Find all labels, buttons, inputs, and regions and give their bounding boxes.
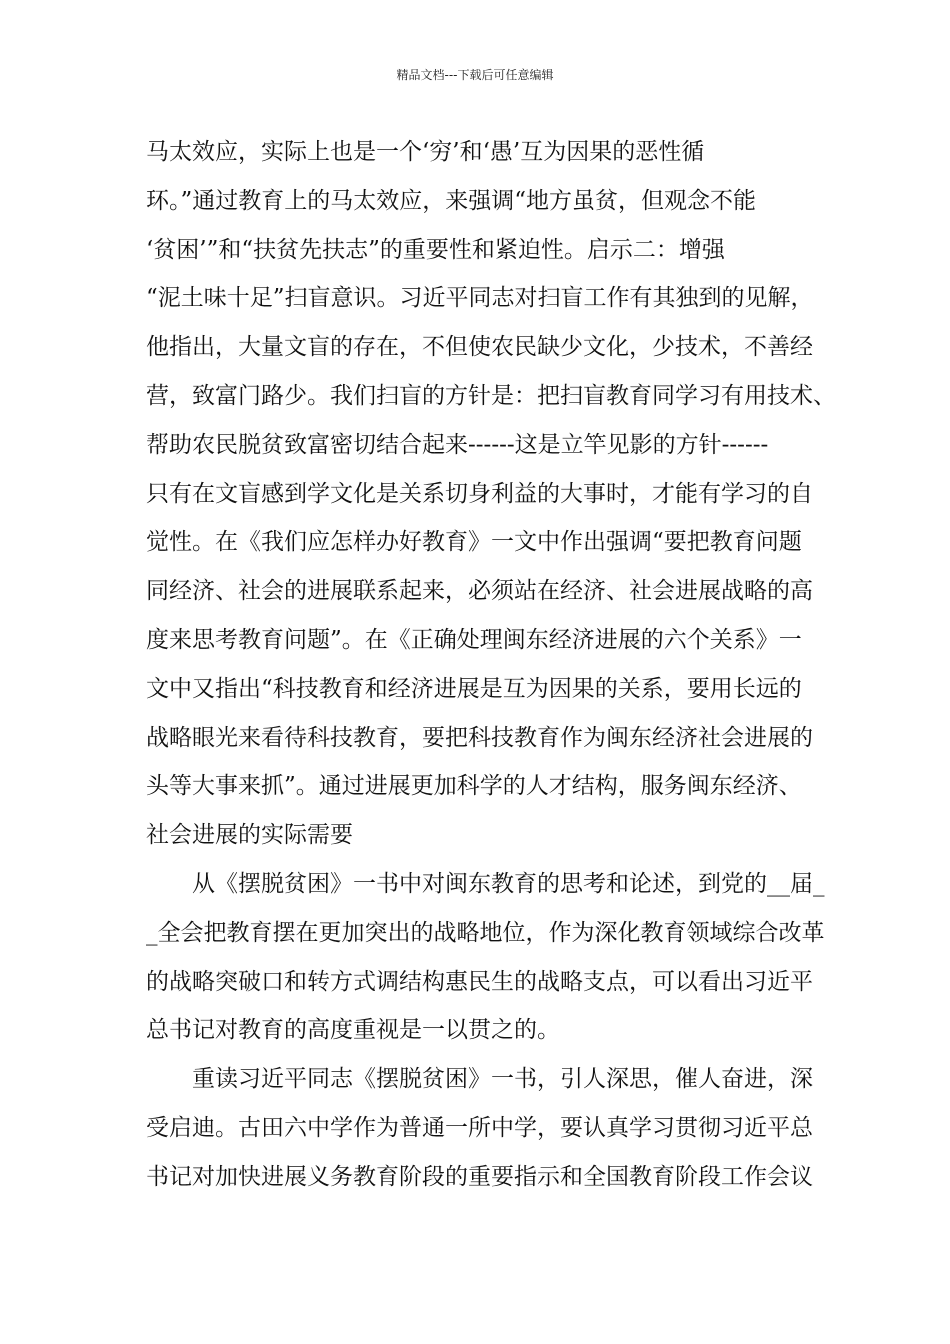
text-line: 书记对加快进展义务教育阶段的重要指示和全国教育阶段工作会议 (146, 1163, 813, 1190)
text-line: 战略眼光来看待科技教育，要把科技教育作为闽东经济社会进展的 (146, 724, 813, 751)
text-line: 总书记对教育的高度重视是一以贯之的。 (146, 1017, 560, 1044)
text-line: 马太效应，实际上也是一个‘穷’和‘愚’互为因果的恶性循 (146, 139, 705, 165)
text-line: 只有在文盲感到学文化是关系切身利益的大事时，才能有学习的自 (146, 480, 813, 507)
text-line: _全会把教育摆在更加突出的战略地位，作为深化教育领域综合改革 (146, 919, 825, 946)
text-line: 重读习近平同志《摆脱贫困》一书，引人深思，催人奋进，深 (146, 1066, 813, 1093)
text-line: 同经济、社会的进展联系起来，必须站在经济、社会进展战略的高 (146, 578, 813, 605)
text-line: 度来思考教育问题”。在《正确处理闽东经济进展的六个关系》一 (146, 626, 802, 653)
text-line: 他指出，大量文盲的存在，不但使农民缺少文化，少技术，不善经 (146, 334, 813, 361)
text-line: 从《摆脱贫困》一书中对闽东教育的思考和论述，到党的__届_ (146, 870, 825, 897)
text-line: 营，致富门路少。我们扫盲的方针是：把扫盲教育同学习有用技术、 (146, 382, 836, 409)
text-line: ‘贫困’”和“扶贫先扶志”的重要性和紧迫性。启示二：增强 (146, 236, 725, 263)
text-line: 的战略突破口和转方式调结构惠民生的战略支点，可以看出习近平 (146, 968, 813, 995)
text-line: 环。”通过教育上的马太效应，来强调“地方虽贫，但观念不能 (146, 187, 757, 214)
text-line: 受启迪。古田六中学作为普通一所中学，要认真学习贯彻习近平总 (146, 1114, 813, 1141)
text-line: 头等大事来抓”。通过进展更加科学的人才结构，服务闽东经济、 (146, 773, 802, 800)
text-line: “泥土味十足”扫盲意识。习近平同志对扫盲工作有其独到的见解， (146, 285, 814, 312)
text-line: 文中又指出“科技教育和经济进展是互为因果的关系，要用长远的 (146, 675, 802, 702)
text-line: 觉性。在《我们应怎样办好教育》一文中作出强调“要把教育问题 (146, 529, 802, 556)
text-line: 社会进展的实际需要 (146, 822, 353, 849)
page-header: 精品文档---下载后可任意编辑 (396, 68, 554, 82)
document-body (146, 128, 836, 1202)
text-line: 帮助农民脱贫致富密切结合起来------这是立竿见影的方针------ (146, 431, 769, 458)
